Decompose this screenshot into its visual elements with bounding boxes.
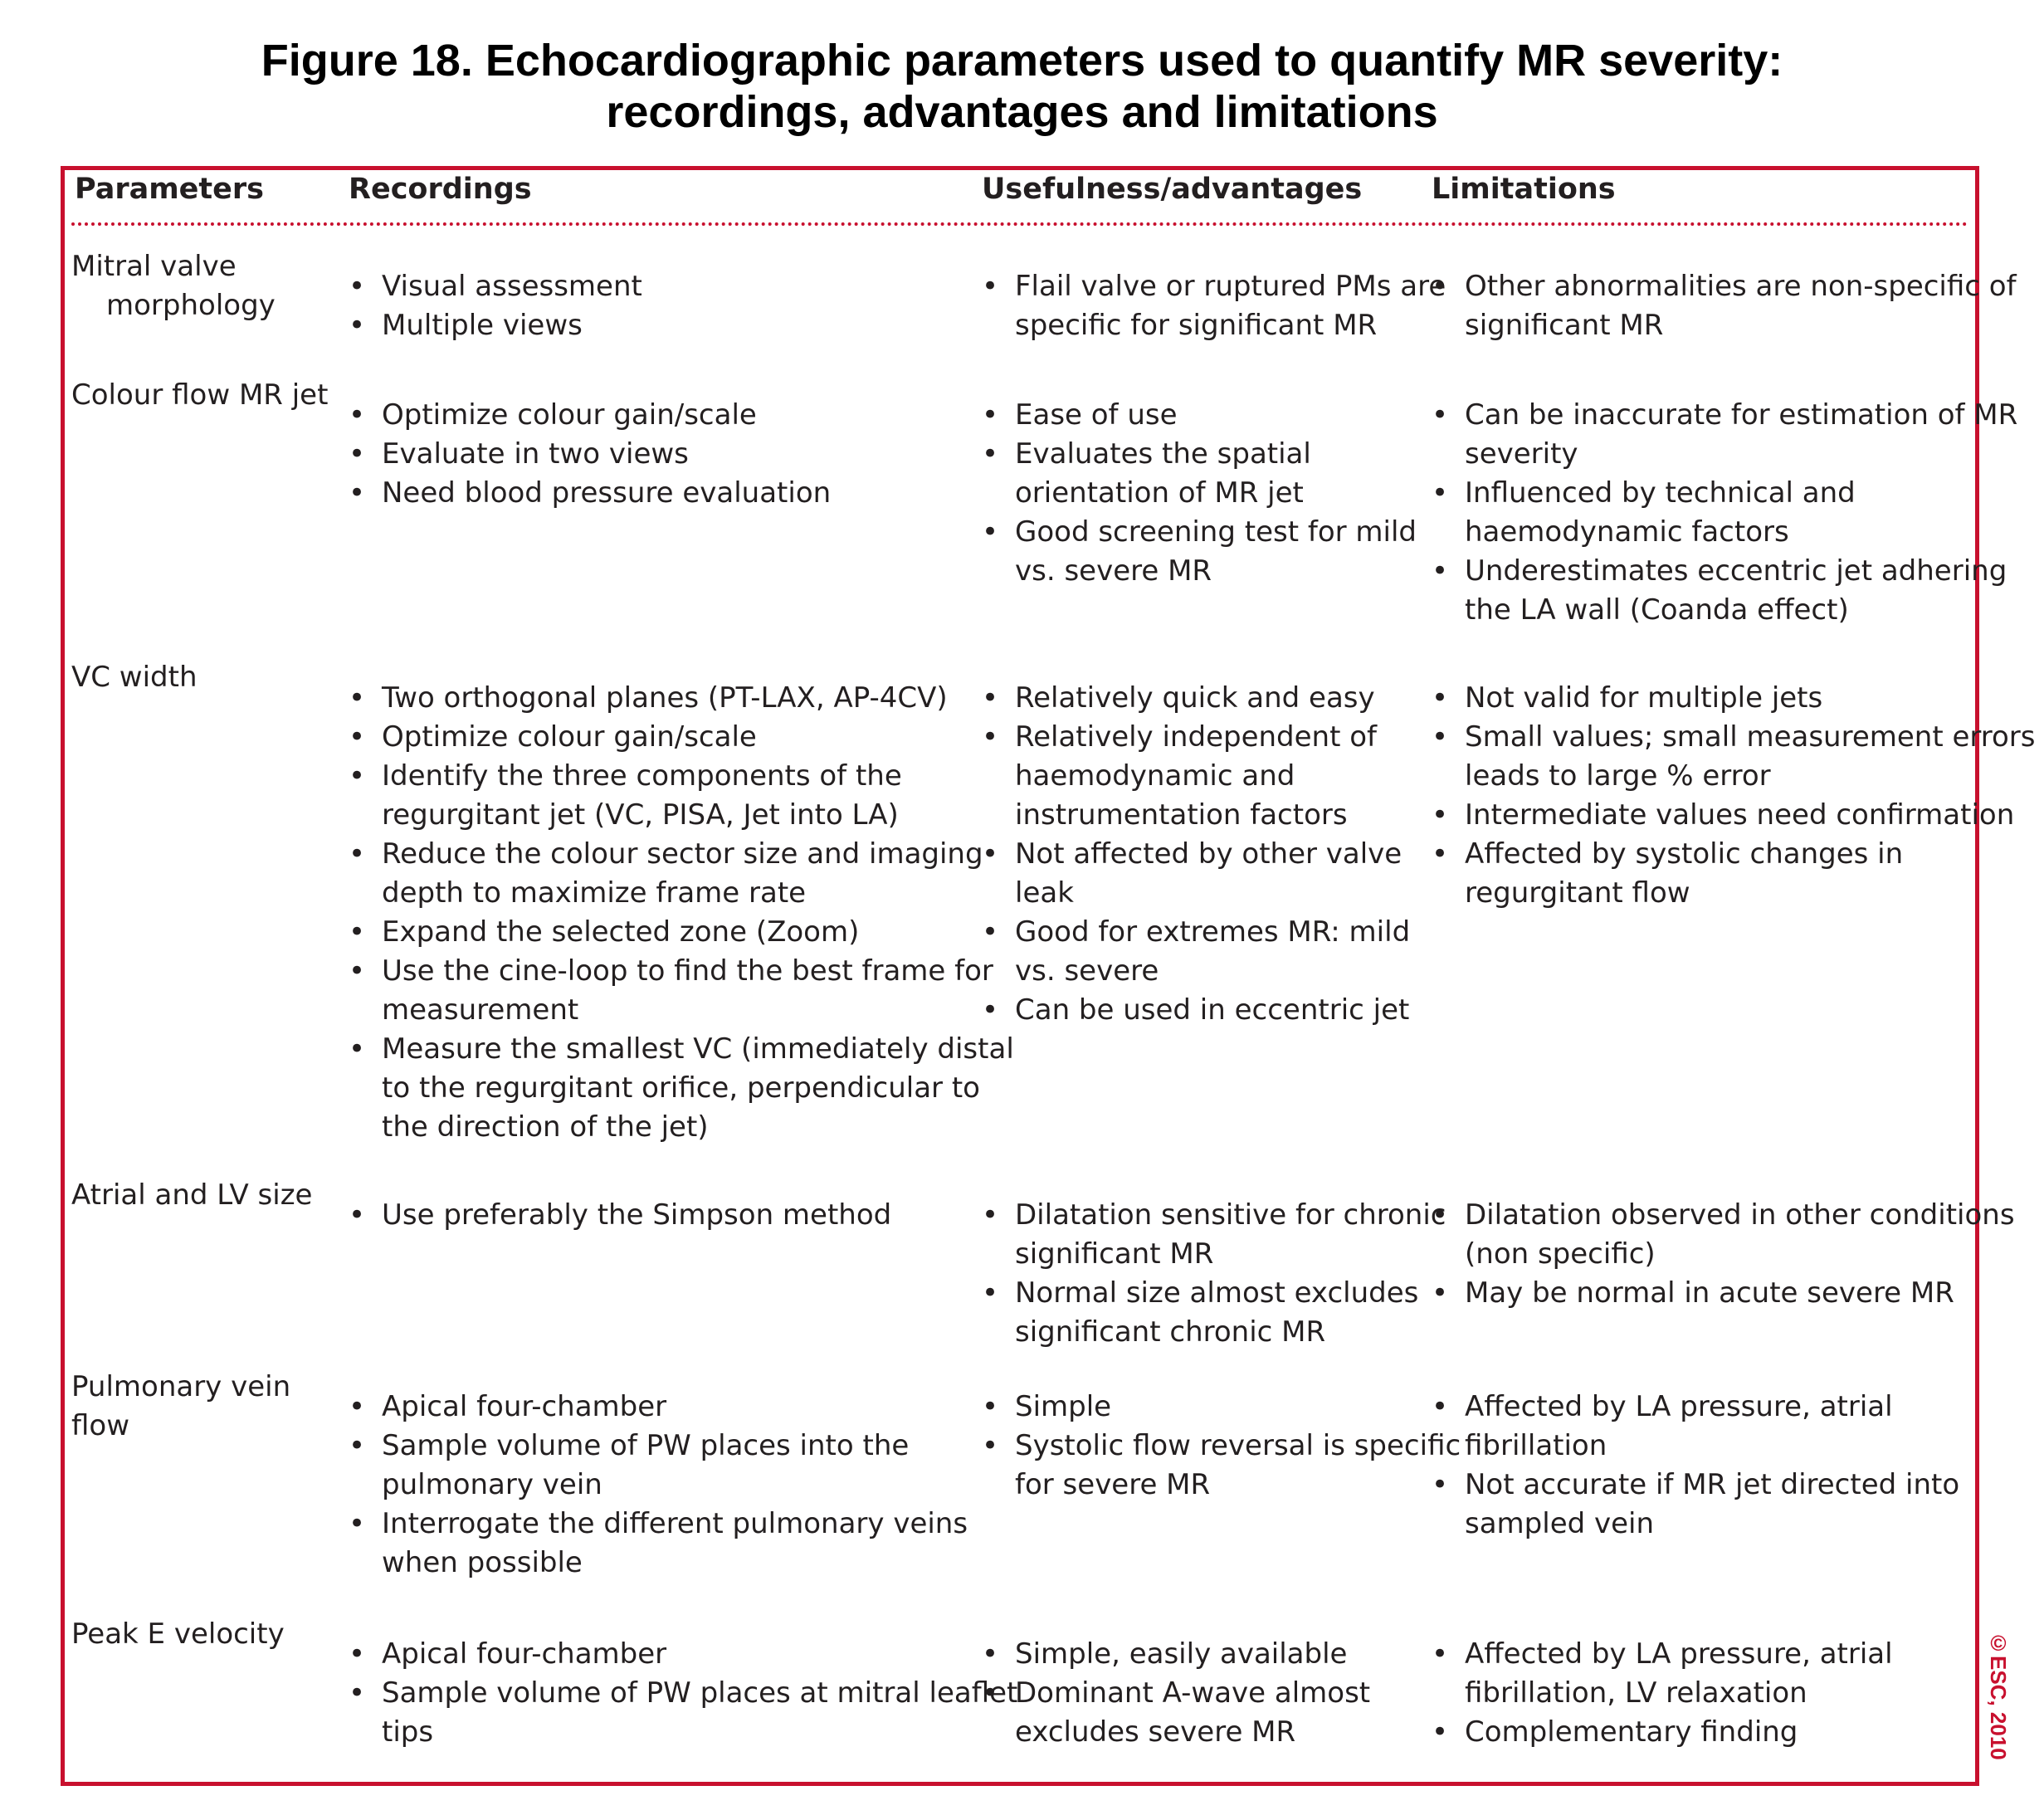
recordings-cell-peak-e-velocity	[349, 1635, 1018, 1752]
usefulness-cell-colour-flow-mr-jet	[982, 396, 1422, 591]
figure-title-line-1: Figure 18. Echocardiographic parameters used to quantify MR severity:	[261, 36, 1783, 85]
item-line: vs. severe	[1015, 954, 1159, 988]
item-line: • Interrogate the different pulmonary veins	[382, 1507, 968, 1540]
recordings-item	[349, 913, 963, 952]
item-line: • Dilatation observed in other conditions	[1465, 1198, 2015, 1232]
item-line: • Influenced by technical and	[1465, 476, 1856, 510]
item-line: • Use the cine-loop to find the best frame for	[382, 954, 993, 988]
item-line: sampled vein	[1465, 1507, 1655, 1540]
limitations-item	[1432, 1713, 1971, 1752]
recordings-item	[349, 435, 963, 474]
usefulness-item	[982, 1196, 1446, 1274]
usefulness-item	[982, 679, 1422, 718]
item-line: fibrillation, LV relaxation	[1465, 1676, 1807, 1710]
item-line: vs. severe MR	[1015, 554, 1212, 588]
recordings-item	[349, 1635, 963, 1674]
item-line: • Can be used in eccentric jet	[1015, 993, 1410, 1027]
recordings-item	[349, 757, 963, 835]
limitations-cell-vc-width	[1432, 679, 2036, 913]
item-line: • Underestimates eccentric jet adhering	[1465, 554, 2007, 588]
item-line: • Other abnormalities are non-specific of	[1465, 270, 2017, 303]
item-line: to the regurgitant orifice, perpendicular to	[382, 1071, 980, 1105]
column-header-recordings: Recordings	[349, 173, 532, 206]
limitations-item	[1432, 267, 2017, 345]
parameter-line: morphology	[106, 289, 276, 322]
parameter-atrial-lv-size	[71, 1176, 312, 1215]
item-line: • Intermediate values need confirmation	[1465, 798, 2015, 832]
item-line: • Complementary finding	[1465, 1715, 1798, 1749]
item-line: pulmonary vein	[382, 1468, 602, 1501]
item-line: • Not affected by other valve	[1015, 837, 1403, 871]
usefulness-cell-pulmonary-vein-flow	[982, 1388, 1461, 1505]
recordings-item	[349, 1196, 963, 1235]
item-line: • Not valid for multiple jets	[1465, 681, 1823, 715]
usefulness-item	[982, 435, 1422, 513]
recordings-item	[349, 1388, 963, 1427]
item-line: for severe MR	[1015, 1468, 1211, 1501]
usefulness-item	[982, 991, 1422, 1030]
column-header-limitations: Limitations	[1432, 173, 1616, 206]
recordings-item	[349, 835, 983, 913]
recordings-cell-mitral-valve-morphology	[349, 267, 963, 345]
item-line: • Dominant A-wave almost	[1015, 1676, 1371, 1710]
item-line: fibrillation	[1465, 1429, 1607, 1462]
item-line: • Two orthogonal planes (PT-LAX, AP-4CV)	[382, 681, 948, 715]
column-header-parameters: Parameters	[75, 173, 264, 206]
item-line: significant chronic MR	[1015, 1315, 1326, 1349]
item-line: excludes severe MR	[1015, 1715, 1296, 1749]
parameter-line: Colour flow MR jet	[71, 378, 329, 412]
item-line: • Use preferably the Simpson method	[382, 1198, 892, 1232]
recordings-item	[349, 1674, 1018, 1752]
parameter-mitral-valve-morphology	[71, 247, 276, 325]
limitations-item	[1432, 474, 1971, 552]
item-line: (non specific)	[1465, 1237, 1656, 1271]
recordings-item	[349, 1505, 968, 1583]
item-line: regurgitant flow	[1465, 876, 1690, 910]
item-line: • Identify the three components of the	[382, 759, 902, 793]
item-line: • Multiple views	[382, 309, 583, 342]
recordings-item	[349, 396, 963, 435]
usefulness-item	[982, 1274, 1422, 1352]
usefulness-item	[982, 513, 1422, 591]
item-line: • Dilatation sensitive for chronic	[1015, 1198, 1446, 1232]
item-line: • Affected by LA pressure, atrial	[1465, 1390, 1893, 1423]
limitations-item	[1432, 396, 2018, 474]
item-line: regurgitant jet (VC, PISA, Jet into LA)	[382, 798, 899, 832]
copyright-note: ©ESC, 2010	[1986, 1631, 2011, 1760]
item-line: • Relatively independent of	[1015, 720, 1377, 754]
recordings-item	[349, 718, 963, 757]
usefulness-item	[982, 913, 1422, 991]
recordings-cell-colour-flow-mr-jet	[349, 396, 963, 513]
item-line: • Evaluates the spatial	[1015, 437, 1311, 471]
item-line: severity	[1465, 437, 1578, 471]
parameter-colour-flow-mr-jet	[71, 376, 328, 415]
usefulness-cell-vc-width	[982, 679, 1422, 1030]
recordings-cell-vc-width	[349, 679, 1014, 1147]
item-line: • Optimize colour gain/scale	[382, 720, 757, 754]
item-line: • Can be inaccurate for estimation of MR	[1465, 398, 2018, 432]
item-line: haemodynamic and	[1015, 759, 1295, 793]
limitations-cell-peak-e-velocity	[1432, 1635, 1971, 1752]
item-line: tips	[382, 1715, 434, 1749]
usefulness-cell-peak-e-velocity	[982, 1635, 1422, 1752]
parameter-line: Pulmonary vein	[71, 1370, 291, 1403]
recordings-cell-pulmonary-vein-flow	[349, 1388, 968, 1583]
limitations-item	[1432, 796, 2015, 835]
item-line: • Flail valve or ruptured PMs are	[1015, 270, 1446, 303]
item-line: • Reduce the colour sector size and imaging	[382, 837, 983, 871]
usefulness-item	[982, 1388, 1422, 1427]
item-line: • Ease of use	[1015, 398, 1178, 432]
item-line: • Good screening test for mild	[1015, 515, 1417, 549]
item-line: • Simple, easily available	[1015, 1637, 1348, 1671]
limitations-item	[1432, 1388, 1971, 1466]
item-line: • Good for extremes MR: mild	[1015, 915, 1411, 949]
item-line: • Small values; small measurement errors	[1465, 720, 2036, 754]
usefulness-cell-mitral-valve-morphology	[982, 267, 1446, 345]
usefulness-item	[982, 835, 1422, 913]
usefulness-item	[982, 1674, 1422, 1752]
limitations-item	[1432, 718, 2036, 796]
parameter-line: Atrial and LV size	[71, 1178, 313, 1212]
item-line: • Need blood pressure evaluation	[382, 476, 832, 510]
limitations-item	[1432, 679, 1971, 718]
item-line: • Apical four-chamber	[382, 1390, 667, 1423]
limitations-cell-colour-flow-mr-jet	[1432, 396, 2018, 630]
usefulness-cell-atrial-lv-size	[982, 1196, 1446, 1352]
parameter-peak-e-velocity	[71, 1615, 285, 1654]
recordings-item	[349, 1427, 963, 1505]
parameter-line: Peak E velocity	[71, 1617, 285, 1651]
item-line: the LA wall (Coanda effect)	[1465, 593, 1849, 627]
limitations-cell-pulmonary-vein-flow	[1432, 1388, 1971, 1544]
parameter-vc-width	[71, 658, 198, 697]
item-line: specific for significant MR	[1015, 309, 1378, 342]
item-line: • Affected by LA pressure, atrial	[1465, 1637, 1893, 1671]
item-line: • Relatively quick and easy	[1015, 681, 1375, 715]
limitations-item	[1432, 1635, 1971, 1713]
limitations-item	[1432, 835, 1971, 913]
recordings-item	[349, 679, 963, 718]
recordings-item	[349, 952, 993, 1030]
item-line: • Normal size almost excludes	[1015, 1276, 1419, 1310]
item-line: • Sample volume of PW places at mitral leaflet	[382, 1676, 1018, 1710]
limitations-item	[1432, 1466, 1971, 1544]
figure-title-line-2: recordings, advantages and limitations	[606, 87, 1438, 137]
item-line: • Sample volume of PW places into the	[382, 1429, 910, 1462]
item-line: • May be normal in acute severe MR	[1465, 1276, 1954, 1310]
usefulness-item	[982, 718, 1422, 835]
item-line: • Visual assessment	[382, 270, 642, 303]
limitations-item	[1432, 1196, 2015, 1274]
item-line: leads to large % error	[1465, 759, 1771, 793]
item-line: • Apical four-chamber	[382, 1637, 667, 1671]
item-line: • Affected by systolic changes in	[1465, 837, 1904, 871]
parameter-line: flow	[71, 1409, 130, 1442]
recordings-item	[349, 306, 963, 345]
item-line: haemodynamic factors	[1465, 515, 1789, 549]
usefulness-item	[982, 396, 1422, 435]
item-line: leak	[1015, 876, 1074, 910]
usefulness-item	[982, 1427, 1461, 1505]
item-line: the direction of the jet)	[382, 1110, 709, 1144]
parameter-line: VC width	[71, 661, 198, 694]
header-divider	[71, 222, 1968, 226]
parameter-line: Mitral valve	[71, 250, 237, 283]
limitations-item	[1432, 552, 2007, 630]
parameter-pulmonary-vein-flow	[71, 1368, 290, 1446]
limitations-item	[1432, 1274, 1971, 1313]
recordings-cell-atrial-lv-size	[349, 1196, 963, 1235]
figure-title	[0, 35, 2044, 138]
column-header-usefulness: Usefulness/advantages	[982, 173, 1363, 206]
item-line: significant MR	[1465, 309, 1664, 342]
recordings-item	[349, 1030, 1014, 1147]
item-line: • Measure the smallest VC (immediately distal	[382, 1032, 1014, 1066]
item-line: when possible	[382, 1546, 583, 1579]
item-line: depth to maximize frame rate	[382, 876, 807, 910]
usefulness-item	[982, 267, 1446, 345]
recordings-item	[349, 267, 963, 306]
limitations-cell-atrial-lv-size	[1432, 1196, 2015, 1313]
item-line: • Simple	[1015, 1390, 1112, 1423]
item-line: measurement	[382, 993, 579, 1027]
item-line: • Optimize colour gain/scale	[382, 398, 757, 432]
item-line: orientation of MR jet	[1015, 476, 1304, 510]
item-line: • Systolic flow reversal is specific	[1015, 1429, 1461, 1462]
item-line: significant MR	[1015, 1237, 1214, 1271]
item-line: • Not accurate if MR jet directed into	[1465, 1468, 1960, 1501]
item-line: • Expand the selected zone (Zoom)	[382, 915, 860, 949]
item-line: • Evaluate in two views	[382, 437, 689, 471]
usefulness-item	[982, 1635, 1422, 1674]
recordings-item	[349, 474, 963, 513]
limitations-cell-mitral-valve-morphology	[1432, 267, 2017, 345]
item-line: instrumentation factors	[1015, 798, 1348, 832]
